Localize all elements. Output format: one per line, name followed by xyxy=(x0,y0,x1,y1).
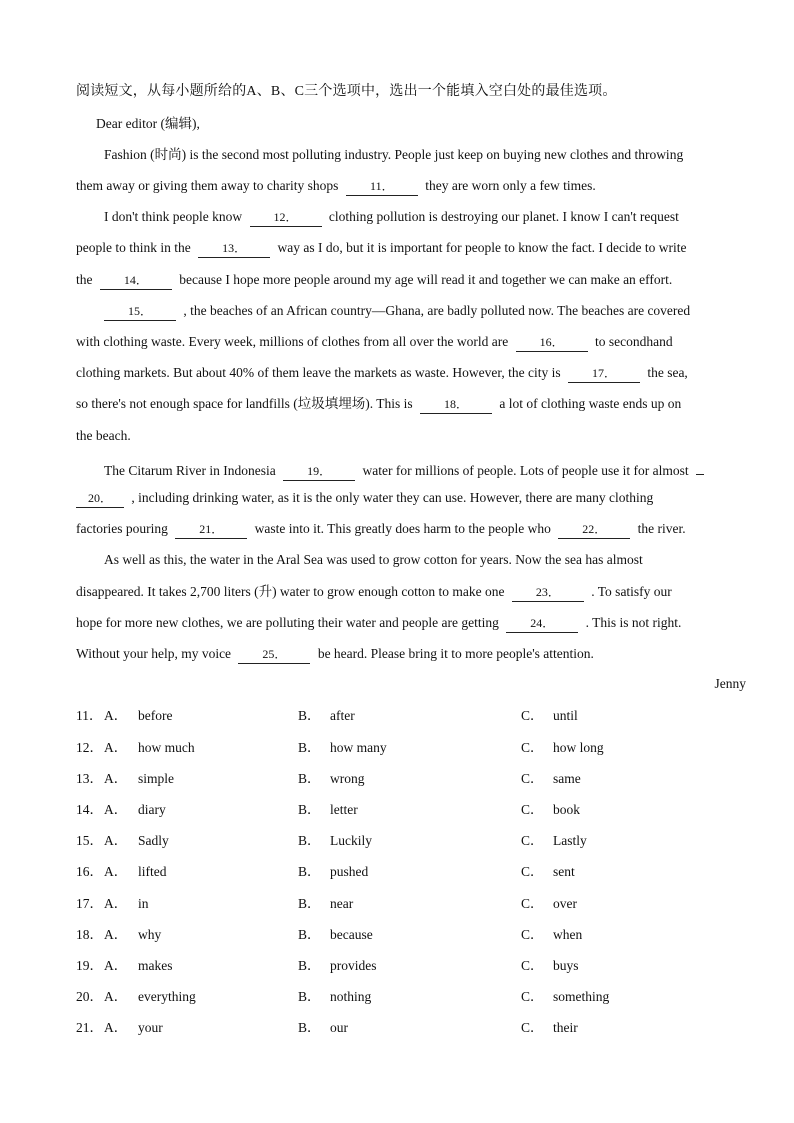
question-row xyxy=(76,862,756,882)
option-b-label: B． xyxy=(298,864,321,879)
blank-13: 13． xyxy=(198,240,270,258)
option-a-label: A． xyxy=(104,833,128,848)
option-c-label: C． xyxy=(521,740,544,755)
text: . This is not right. xyxy=(585,615,682,630)
option-b-text: letter xyxy=(330,802,358,817)
option-b-label: B． xyxy=(298,989,321,1004)
blank-20-start xyxy=(696,457,704,475)
option-c-label: C． xyxy=(521,927,544,942)
p3-line3 xyxy=(76,363,748,383)
option-a-label: A． xyxy=(104,927,128,942)
option-b-text: Luckily xyxy=(330,833,372,848)
blank-23: 23． xyxy=(512,584,584,602)
option-b-text: wrong xyxy=(330,771,365,786)
option-c-text: same xyxy=(553,771,581,786)
question-number: 11． xyxy=(76,708,103,723)
option-c-text: sent xyxy=(553,864,575,879)
p5-line2 xyxy=(76,582,748,602)
option-a-text: Sadly xyxy=(138,833,169,848)
text: so there's not enough space for landfills (垃圾填埋场). This is xyxy=(76,396,413,411)
blank-12: 12． xyxy=(250,209,322,227)
option-b-label: B． xyxy=(298,771,321,786)
option-c-text: Lastly xyxy=(553,833,587,848)
option-a-label: A． xyxy=(104,708,128,723)
option-a-label: A． xyxy=(104,771,128,786)
p3-line4 xyxy=(76,394,748,414)
option-a-text: in xyxy=(138,896,149,911)
option-b-label: B． xyxy=(298,833,321,848)
p1-line1: Fashion (时尚) is the second most polluting industry. People just keep on buying new clothes and throwing xyxy=(104,147,684,162)
blank-17: 17． xyxy=(568,365,640,383)
p3-line5: the beach. xyxy=(76,428,131,443)
option-a-text: how much xyxy=(138,740,195,755)
blank-20: 20． xyxy=(76,490,124,508)
option-b-label: B． xyxy=(298,740,321,755)
p4-line2 xyxy=(76,488,748,508)
question-number: 16． xyxy=(76,864,103,879)
p2-line1 xyxy=(104,207,748,227)
text: a lot of clothing waste ends up on xyxy=(499,396,682,411)
option-c-label: C． xyxy=(521,1020,544,1035)
option-b-label: B． xyxy=(298,896,321,911)
option-b-label: B． xyxy=(298,802,321,817)
p3-line2 xyxy=(76,332,748,352)
option-c-label: C． xyxy=(521,896,544,911)
option-c-text: buys xyxy=(553,958,579,973)
option-a-label: A． xyxy=(104,1020,128,1035)
p5-line1: As well as this, the water in the Aral Sea was used to grow cotton for years. Now the sea has almost xyxy=(104,552,643,567)
text: Without your help, my voice xyxy=(76,646,232,661)
option-c-label: C． xyxy=(521,708,544,723)
blank-15: 15． xyxy=(104,303,176,321)
p2-line3 xyxy=(76,270,748,290)
question-row xyxy=(76,769,756,789)
blank-18: 18． xyxy=(420,396,492,414)
text: them away or giving them away to charity shops xyxy=(76,178,339,193)
option-b-label: B． xyxy=(298,1020,321,1035)
option-b-text: provides xyxy=(330,958,377,973)
question-row xyxy=(76,894,756,914)
option-a-text: makes xyxy=(138,958,173,973)
text: I don't think people know xyxy=(104,209,243,224)
option-c-label: C． xyxy=(521,958,544,973)
blank-22: 22． xyxy=(558,521,630,539)
option-c-label: C． xyxy=(521,771,544,786)
option-b-text: after xyxy=(330,708,355,723)
text: factories pouring xyxy=(76,521,168,536)
option-a-text: everything xyxy=(138,989,196,1004)
text: clothing markets. But about 40% of them leave the markets as waste. However, the city is xyxy=(76,365,561,380)
question-number: 17． xyxy=(76,896,103,911)
option-a-text: before xyxy=(138,708,173,723)
p4-line1 xyxy=(104,457,748,481)
option-c-label: C． xyxy=(521,864,544,879)
option-b-label: B． xyxy=(298,927,321,942)
option-b-text: nothing xyxy=(330,989,372,1004)
text: people to think in the xyxy=(76,240,191,255)
question-row xyxy=(76,956,756,976)
text: hope for more new clothes, we are polluting their water and people are getting xyxy=(76,615,499,630)
text: , including drinking water, as it is the only water they can use. However, there are many clothing xyxy=(131,490,654,505)
question-row xyxy=(76,987,756,1007)
option-b-text: how many xyxy=(330,740,387,755)
question-number: 19． xyxy=(76,958,103,973)
p1-line2 xyxy=(76,176,748,196)
p4-line3 xyxy=(76,519,748,539)
option-b-label: B． xyxy=(298,708,321,723)
option-a-label: A． xyxy=(104,740,128,755)
option-c-text: book xyxy=(553,802,580,817)
question-row xyxy=(76,706,756,726)
text: the sea, xyxy=(647,365,688,380)
p5-line4 xyxy=(76,644,748,664)
salutation: Dear editor (编辑), xyxy=(96,116,200,131)
option-c-text: their xyxy=(553,1020,578,1035)
question-row xyxy=(76,831,756,851)
option-a-text: lifted xyxy=(138,864,167,879)
text: water for millions of people. Lots of people use it for almost xyxy=(362,463,689,478)
question-number: 12． xyxy=(76,740,103,755)
option-c-text: over xyxy=(553,896,577,911)
question-number: 21． xyxy=(76,1020,103,1035)
option-b-text: pushed xyxy=(330,864,369,879)
option-b-text: near xyxy=(330,896,354,911)
text: to secondhand xyxy=(595,334,673,349)
blank-19: 19． xyxy=(283,463,355,481)
signature: Jenny xyxy=(714,676,746,691)
blank-14: 14． xyxy=(100,272,172,290)
text: disappeared. It takes 2,700 liters (升) water to grow enough cotton to make one xyxy=(76,584,505,599)
option-c-label: C． xyxy=(521,802,544,817)
text: way as I do, but it is important for people to know the fact. I decide to write xyxy=(277,240,687,255)
question-row xyxy=(76,925,756,945)
option-c-text: until xyxy=(553,708,578,723)
p5-line3 xyxy=(76,613,748,633)
text: The Citarum River in Indonesia xyxy=(104,463,276,478)
text: the xyxy=(76,272,93,287)
blank-24: 24． xyxy=(506,615,578,633)
p3-line1 xyxy=(104,301,748,321)
option-a-text: simple xyxy=(138,771,174,786)
text: . To satisfy our xyxy=(591,584,672,599)
option-a-text: why xyxy=(138,927,162,942)
option-a-label: A． xyxy=(104,896,128,911)
option-b-label: B． xyxy=(298,958,321,973)
option-c-label: C． xyxy=(521,989,544,1004)
option-a-label: A． xyxy=(104,958,128,973)
option-a-label: A． xyxy=(104,802,128,817)
text: be heard. Please bring it to more people's attention. xyxy=(317,646,594,661)
question-number: 15． xyxy=(76,833,103,848)
text: , the beaches of an African country—Ghana, are badly polluted now. The beaches are covered xyxy=(183,303,691,318)
blank-11: 11． xyxy=(346,178,418,196)
option-a-text: diary xyxy=(138,802,166,817)
question-row xyxy=(76,738,756,758)
blank-21: 21． xyxy=(175,521,247,539)
text: because I hope more people around my age will read it and together we can make an effort. xyxy=(179,272,673,287)
option-c-text: something xyxy=(553,989,610,1004)
option-b-text: our xyxy=(330,1020,348,1035)
option-a-label: A． xyxy=(104,864,128,879)
text: the river. xyxy=(637,521,686,536)
option-c-text: how long xyxy=(553,740,604,755)
text: clothing pollution is destroying our planet. I know I can't request xyxy=(328,209,679,224)
option-a-label: A． xyxy=(104,989,128,1004)
question-row xyxy=(76,800,756,820)
question-row xyxy=(76,1018,756,1038)
text: they are worn only a few times. xyxy=(425,178,596,193)
text: waste into it. This greatly does harm to the people who xyxy=(254,521,551,536)
p2-line2 xyxy=(76,238,748,258)
instruction: 阅读短文，从每小题所给的A、B、C三个选项中，选出一个能填入空白处的最佳选项。 xyxy=(76,84,617,99)
question-number: 13． xyxy=(76,771,103,786)
option-c-label: C． xyxy=(521,833,544,848)
option-a-text: your xyxy=(138,1020,163,1035)
question-number: 20． xyxy=(76,989,103,1004)
blank-25: 25． xyxy=(238,646,310,664)
option-c-text: when xyxy=(553,927,583,942)
question-number: 14． xyxy=(76,802,103,817)
option-b-text: because xyxy=(330,927,373,942)
question-number: 18． xyxy=(76,927,103,942)
text: with clothing waste. Every week, millions of clothes from all over the world are xyxy=(76,334,509,349)
blank-16: 16． xyxy=(516,334,588,352)
